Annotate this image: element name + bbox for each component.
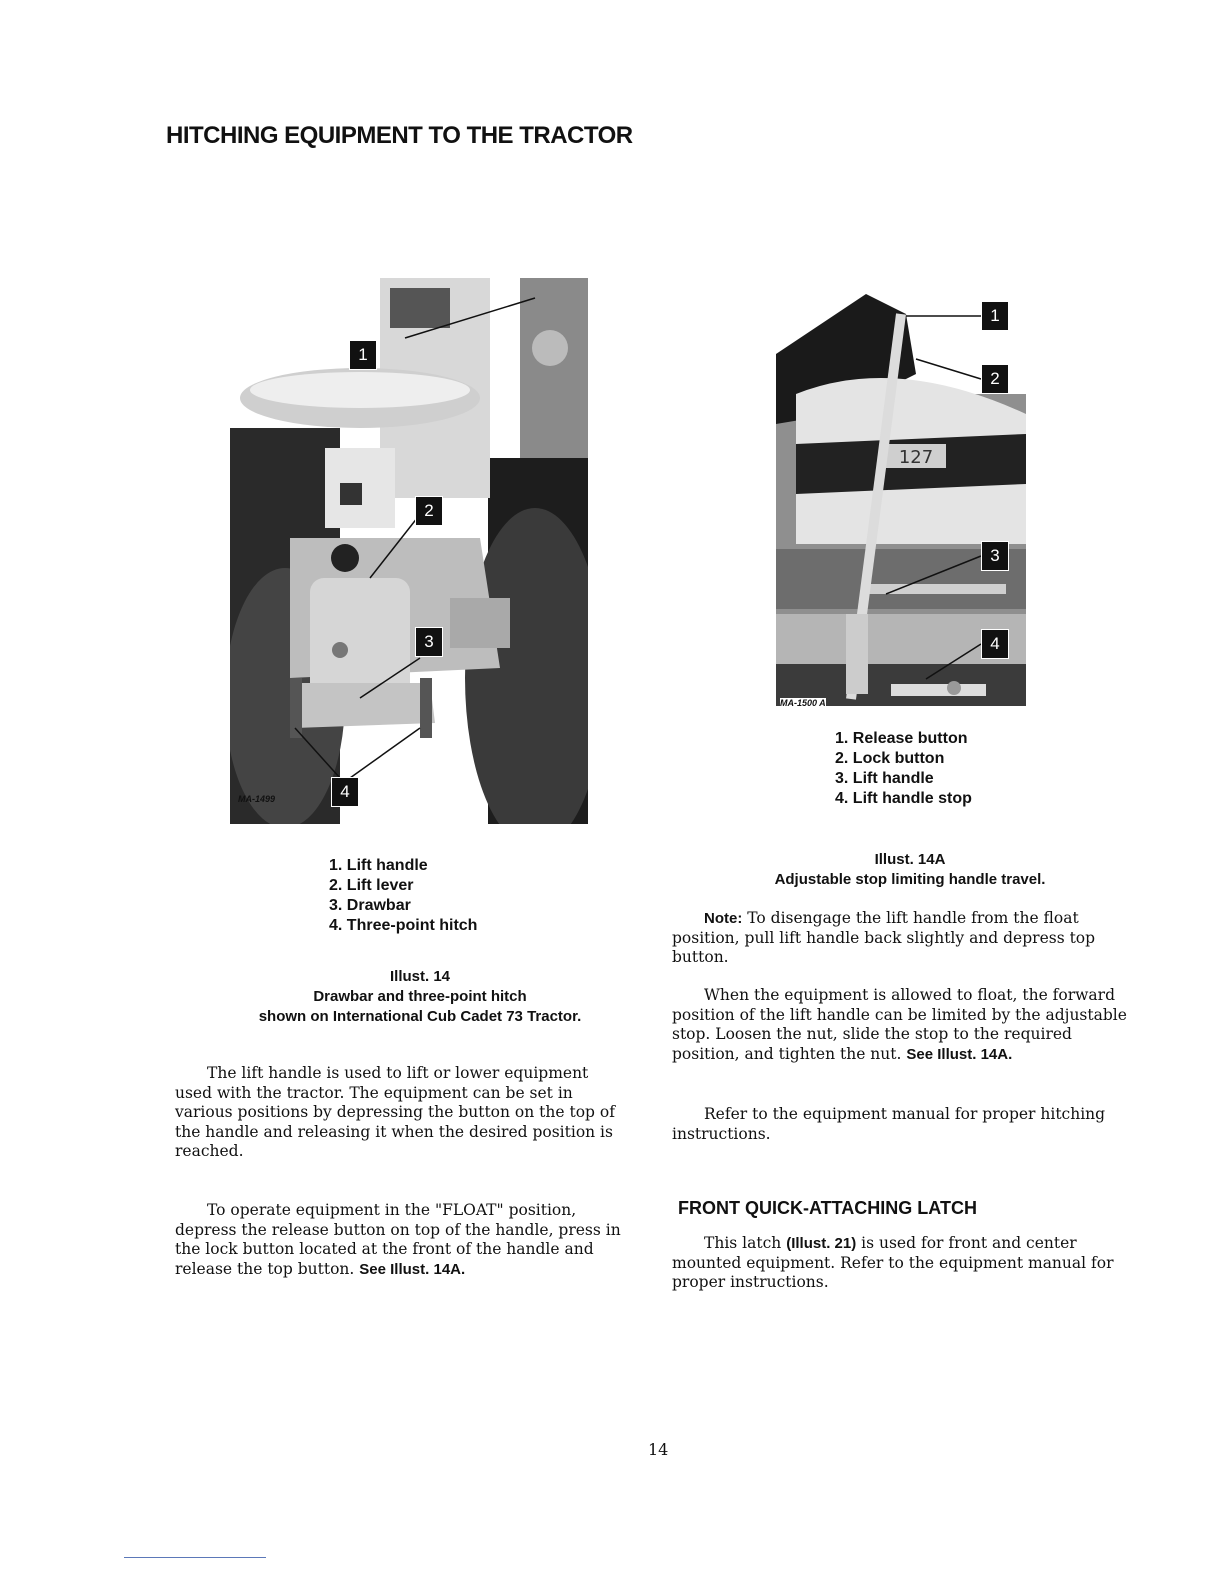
float-text: To operate equipment in the "FLOAT" position, depress the release button on top of the handle, press in the lock button located at the front of the handle and release the top button. (175, 1201, 621, 1278)
illust-14a-caption (700, 850, 1120, 890)
legend-label: Lift handle (852, 770, 934, 787)
float-position-paragraph (175, 1201, 627, 1279)
legend-item (329, 916, 477, 936)
footer-divider (124, 1557, 266, 1558)
front-latch-heading: FRONT QUICK-ATTACHING LATCH (678, 1198, 977, 1218)
legend-number: 3. (329, 897, 343, 914)
legend-number: 1. (835, 730, 849, 747)
model-badge: 127 (898, 447, 934, 468)
legend-item (329, 856, 477, 876)
legend-label: Release button (852, 730, 968, 747)
note-text: To disengage the lift handle from the float position, pull lift handle back slightly and depress top button. (672, 909, 1096, 967)
latch-text: is used for front and center mounted equipment. Refer to the equipment manual for proper instructions. (672, 1234, 1114, 1292)
legend-label: Lock button (852, 750, 945, 767)
legend-number: 4. (835, 790, 849, 807)
equipment-manual-paragraph: Refer to the equipment manual for proper hitching instructions. (672, 1105, 1106, 1143)
caption-line: Drawbar and three-point hitch (313, 988, 527, 1005)
illust-14a-image-code: MA-1500 A (780, 698, 826, 708)
caption-line: Adjustable stop limiting handle travel. (774, 871, 1046, 888)
illust-14a-callout-2: 2 (982, 365, 1008, 393)
legend-label: Lift handle (346, 857, 428, 874)
illust-14-image-code: MA-1499 (238, 794, 276, 804)
illust-14-legend (329, 856, 477, 936)
illust-14-callout-4: 4 (332, 778, 358, 806)
legend-item (835, 729, 972, 749)
illust-14-photo (230, 278, 588, 824)
legend-label: Lift lever (346, 877, 414, 894)
front-latch-paragraph (672, 1234, 1138, 1293)
legend-label: Drawbar (346, 897, 411, 914)
page-number: 14 (648, 1440, 669, 1459)
illust-reference: See Illust. 14A. (359, 1260, 466, 1278)
illust-14-callout-1: 1 (350, 341, 376, 369)
legend-number: 1. (329, 857, 343, 874)
legend-label: Three-point hitch (346, 917, 478, 934)
illust-14-callout-2: 2 (416, 497, 442, 525)
note-paragraph (672, 909, 1138, 968)
caption-title: Illust. 14 (389, 968, 451, 985)
adjustable-stop-paragraph (672, 986, 1138, 1064)
tractor-rear-hitch-photo (230, 278, 588, 824)
latch-text: This latch (704, 1234, 782, 1252)
caption-title: Illust. 14A (874, 851, 946, 868)
illust-reference: (Illust. 21) (786, 1235, 857, 1252)
legend-item (835, 789, 972, 809)
legend-item (835, 769, 972, 789)
caption-line: shown on International Cub Cadet 73 Tractor. (258, 1008, 582, 1025)
note-label: Note: (704, 910, 743, 927)
illust-14-callout-3: 3 (416, 628, 442, 656)
lift-handle-paragraph: The lift handle is used to lift or lower equipment used with the tractor. The equipment can be set in various positions by depressing the button on the top of the handle and releasing it when the desired position is reached. (175, 1064, 615, 1161)
page-heading: HITCHING EQUIPMENT TO THE TRACTOR (166, 122, 633, 149)
legend-number: 2. (329, 877, 343, 894)
illust-14a-callout-1: 1 (982, 302, 1008, 330)
illust-14a-callout-3: 3 (982, 542, 1008, 570)
illust-14a-callout-4: 4 (982, 630, 1008, 658)
legend-item (329, 876, 477, 896)
illust-14-caption (210, 967, 630, 1027)
illust-reference: See Illust. 14A. (906, 1045, 1013, 1063)
legend-number: 4. (329, 917, 343, 934)
legend-number: 3. (835, 770, 849, 787)
stop-text: When the equipment is allowed to float, the forward position of the lift handle can be limited by the adjustable stop. Loosen the nut, slide the stop to the required position, and tighten the nut. (672, 986, 1127, 1063)
legend-item (835, 749, 972, 769)
illust-14a-legend (835, 729, 972, 809)
legend-number: 2. (835, 750, 849, 767)
legend-item (329, 896, 477, 916)
legend-label: Lift handle stop (852, 790, 972, 807)
